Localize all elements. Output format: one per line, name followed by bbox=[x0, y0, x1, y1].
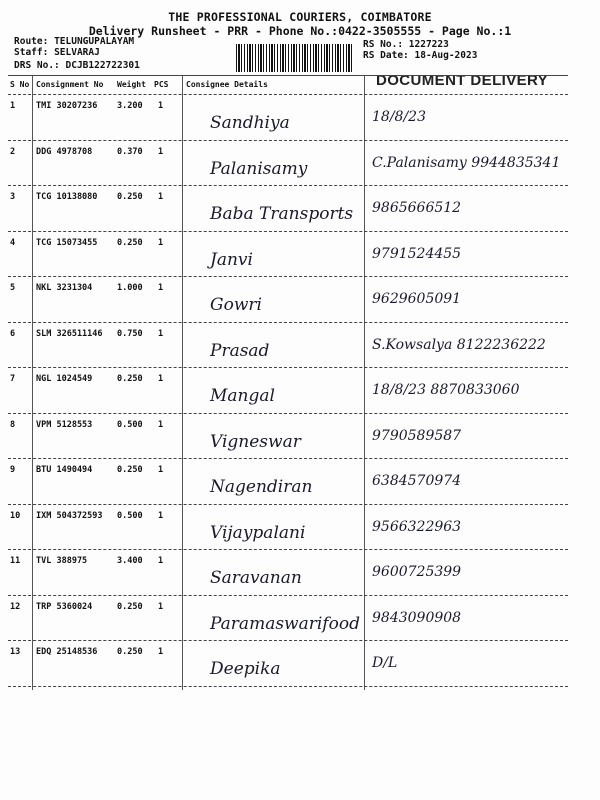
row-pcs: 1 bbox=[158, 556, 164, 566]
row-consignment-no: TVL 388975 bbox=[36, 556, 88, 566]
rs-date-value: 18-Aug-2023 bbox=[414, 50, 478, 61]
col-header-pcs: PCS bbox=[154, 80, 169, 89]
row-receiver-signature: 9629605091 bbox=[372, 291, 462, 307]
row-consignment-no: TMI 30207236 bbox=[36, 101, 98, 111]
row-receiver-signature: 9843090908 bbox=[372, 609, 462, 626]
row-weight: 0.250 bbox=[117, 374, 143, 384]
row-pcs: 1 bbox=[158, 283, 164, 293]
row-weight: 3.400 bbox=[117, 556, 143, 566]
row-pcs: 1 bbox=[158, 465, 164, 475]
row-receiver-signature: 18/8/23 8870833060 bbox=[372, 382, 520, 398]
row-weight: 0.370 bbox=[117, 146, 143, 157]
row-weight: 0.750 bbox=[117, 328, 143, 339]
rs-no-label: RS No.: bbox=[363, 39, 404, 50]
row-divider bbox=[8, 504, 568, 505]
staff-label: Staff: bbox=[14, 47, 49, 58]
row-receiver-signature: D/L bbox=[372, 655, 398, 671]
company-title: THE PROFESSIONAL COURIERS, COIMBATORE bbox=[168, 10, 432, 24]
rs-date-line bbox=[363, 50, 477, 61]
row-divider bbox=[8, 595, 568, 596]
header-bottom-rule bbox=[8, 94, 568, 95]
row-consignment-no: DDG 4978708 bbox=[36, 146, 93, 157]
row-divider bbox=[8, 549, 568, 550]
runsheet-subtitle: Delivery Runsheet - PRR - Phone No.:0422-3505555 - Page No.:1 bbox=[88, 24, 512, 38]
row-divider bbox=[8, 413, 568, 414]
rs-no-value: 1227223 bbox=[408, 39, 449, 50]
row-divider bbox=[8, 458, 568, 459]
row-sno: 6 bbox=[10, 328, 16, 339]
row-receiver-signature: 6384570974 bbox=[372, 473, 462, 489]
row-pcs: 1 bbox=[158, 510, 164, 521]
row-consignment-no: EDQ 25148536 bbox=[36, 647, 98, 657]
row-divider bbox=[8, 231, 568, 232]
staff-value: SELVARAJ bbox=[54, 47, 100, 58]
staff-line bbox=[14, 47, 100, 58]
row-pcs: 1 bbox=[158, 237, 164, 248]
row-receiver-signature: 9865666512 bbox=[372, 200, 462, 216]
row-consignment-no: VPM 5128553 bbox=[36, 419, 93, 430]
row-receiver-signature: S.Kowsalya 8122236222 bbox=[372, 336, 546, 353]
row-weight: 0.500 bbox=[117, 510, 143, 521]
row-consignee-name: Vigneswar bbox=[210, 431, 301, 452]
row-receiver-signature: 9566322963 bbox=[372, 518, 462, 535]
row-weight: 1.000 bbox=[117, 283, 143, 293]
row-pcs: 1 bbox=[158, 101, 164, 111]
row-sno: 9 bbox=[10, 465, 16, 475]
row-consignee-name: Mangal bbox=[210, 386, 275, 406]
route-line bbox=[14, 36, 134, 47]
row-consignee-name: Baba Transports bbox=[210, 204, 354, 224]
col-header-consignee: Consignee Details bbox=[186, 80, 268, 89]
row-sno: 4 bbox=[10, 237, 16, 248]
row-sno: 11 bbox=[10, 556, 21, 566]
rs-no-line bbox=[363, 39, 449, 50]
row-weight: 3.200 bbox=[117, 101, 143, 111]
row-consignee-name: Prasad bbox=[210, 340, 270, 361]
row-divider bbox=[8, 367, 568, 368]
row-consignment-no: TRP 5360024 bbox=[36, 601, 93, 612]
col-header-sno: S No bbox=[10, 80, 30, 89]
row-consignee-name: Saravanan bbox=[210, 568, 302, 588]
row-consignment-no: BTU 1490494 bbox=[36, 465, 93, 475]
drs-value: DCJB122722301 bbox=[65, 60, 140, 71]
row-consignment-no: IXM 504372593 bbox=[36, 510, 103, 521]
row-consignee-name: Gowri bbox=[210, 295, 262, 315]
row-sno: 8 bbox=[10, 419, 16, 430]
row-weight: 0.500 bbox=[117, 419, 143, 430]
row-sno: 10 bbox=[10, 510, 21, 521]
row-consignee-name: Janvi bbox=[210, 249, 253, 270]
row-sno: 2 bbox=[10, 146, 16, 157]
row-consignment-no: NGL 1024549 bbox=[36, 374, 93, 384]
row-sno: 7 bbox=[10, 374, 16, 384]
row-consignment-no: TCG 10138080 bbox=[36, 192, 98, 202]
row-pcs: 1 bbox=[158, 601, 164, 612]
col-divider bbox=[32, 75, 33, 690]
row-receiver-signature: 9791524455 bbox=[372, 245, 462, 262]
row-sno: 1 bbox=[10, 101, 16, 111]
col-divider bbox=[364, 75, 365, 690]
row-pcs: 1 bbox=[158, 192, 164, 202]
row-consignment-no: NKL 3231304 bbox=[36, 283, 93, 293]
row-consignee-name: Deepika bbox=[210, 659, 281, 679]
row-divider bbox=[8, 640, 568, 641]
row-sno: 12 bbox=[10, 601, 21, 612]
row-receiver-signature: 9790589587 bbox=[372, 427, 462, 444]
row-receiver-signature: C.Palanisamy 9944835341 bbox=[372, 154, 561, 171]
rs-date-label: RS Date: bbox=[363, 50, 409, 61]
row-weight: 0.250 bbox=[117, 192, 143, 202]
row-pcs: 1 bbox=[158, 374, 164, 384]
row-divider bbox=[8, 686, 568, 687]
col-divider bbox=[182, 75, 183, 690]
row-consignee-name: Sandhiya bbox=[210, 113, 290, 133]
row-pcs: 1 bbox=[158, 328, 164, 339]
row-pcs: 1 bbox=[158, 419, 164, 430]
row-divider bbox=[8, 276, 568, 277]
drs-barcode bbox=[236, 44, 354, 72]
drs-line bbox=[14, 60, 140, 71]
row-consignee-name: Nagendiran bbox=[210, 477, 313, 497]
route-value: TELUNGUPALAYAM bbox=[54, 36, 135, 47]
table-top-rule bbox=[8, 75, 568, 76]
drs-label: DRS No.: bbox=[14, 60, 60, 71]
col-header-weight: Weight bbox=[117, 80, 146, 89]
row-weight: 0.250 bbox=[117, 237, 143, 248]
row-consignee-name: Vijaypalani bbox=[210, 522, 306, 543]
row-weight: 0.250 bbox=[117, 647, 143, 657]
row-pcs: 1 bbox=[158, 647, 164, 657]
row-weight: 0.250 bbox=[117, 465, 143, 475]
row-consignee-name: Palanisamy bbox=[210, 158, 308, 179]
row-consignee-name: Paramaswarifood bbox=[210, 613, 360, 634]
row-receiver-signature: 9600725399 bbox=[372, 564, 462, 580]
col-header-consignment: Consignment No bbox=[36, 80, 104, 89]
row-receiver-signature: 18/8/23 bbox=[372, 109, 426, 125]
document-delivery-stamp: DOCUMENT DELIVERY bbox=[376, 72, 549, 89]
row-divider bbox=[8, 140, 568, 141]
row-pcs: 1 bbox=[158, 146, 164, 157]
row-divider bbox=[8, 185, 568, 186]
row-sno: 13 bbox=[10, 647, 21, 657]
row-divider bbox=[8, 322, 568, 323]
route-label: Route: bbox=[14, 36, 49, 47]
row-weight: 0.250 bbox=[117, 601, 143, 612]
row-consignment-no: TCG 15073455 bbox=[36, 237, 98, 248]
row-consignment-no: SLM 326511146 bbox=[36, 328, 103, 339]
row-sno: 5 bbox=[10, 283, 16, 293]
row-sno: 3 bbox=[10, 192, 16, 202]
